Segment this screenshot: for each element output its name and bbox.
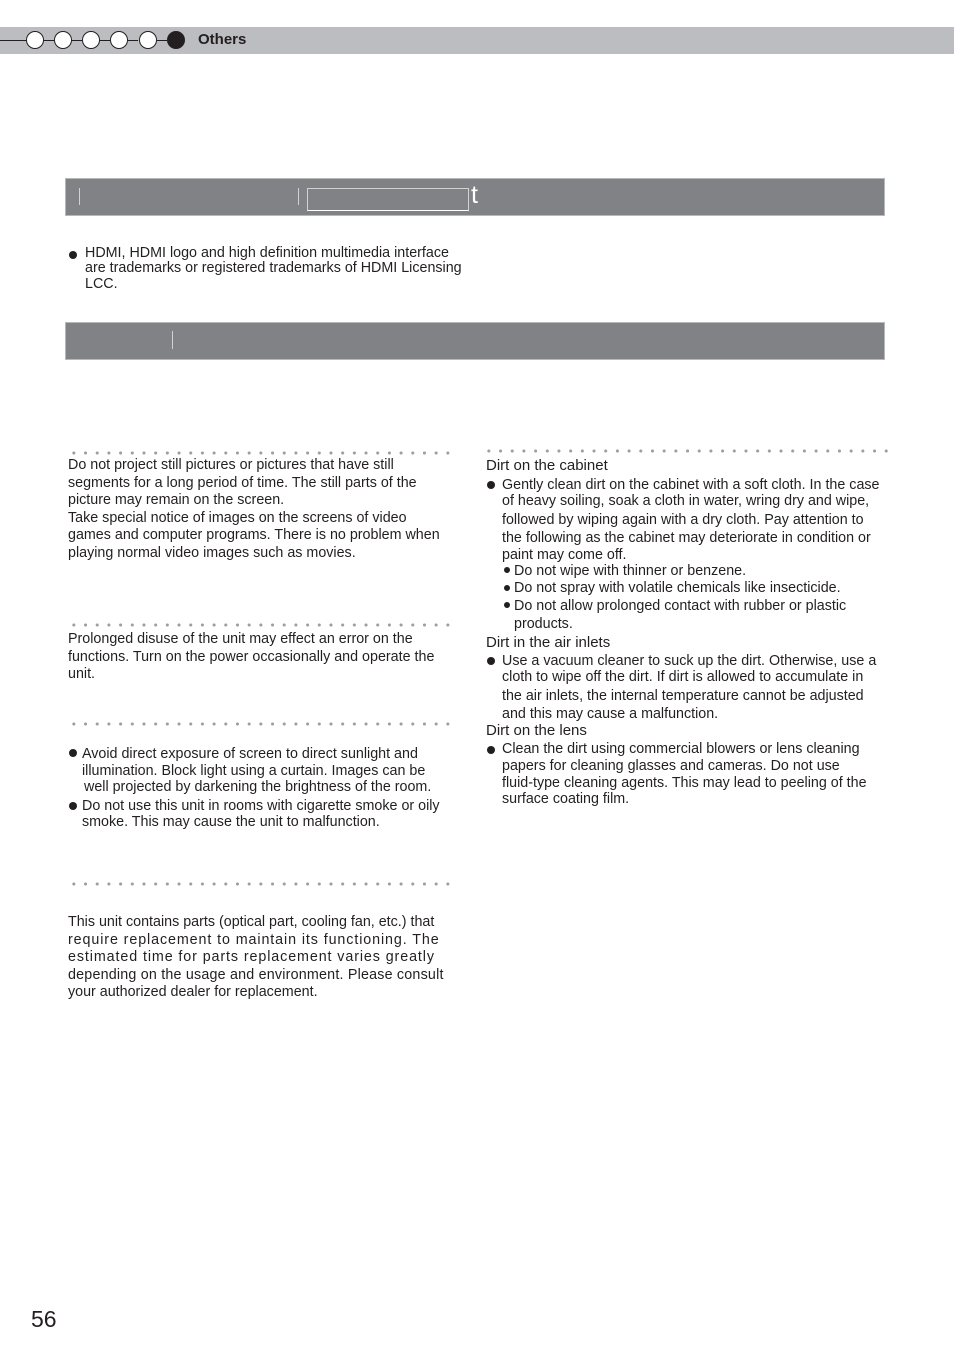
trademark-text: HDMI, HDMI logo and high definition multimedia interface are trademarks or registered trademarks of HDMI Licensing LCC.	[85, 245, 462, 292]
cabinet-sub-3-cont: products.	[514, 616, 573, 632]
bullet-icon	[487, 481, 495, 489]
bullet-icon	[69, 251, 77, 259]
bar-tick	[172, 331, 173, 349]
bullet-icon	[487, 746, 495, 754]
inlets-text: Use a vacuum cleaner to suck up the dirt. Otherwise, use a cloth to wipe off the dirt. If dirt is allowed to accumulate in the air inlets, the internal temperature cannot be adjusted and this may cause a malfunction.	[502, 653, 877, 722]
section-indicator-2-icon	[54, 31, 72, 49]
still-picture-text: Do not project still pictures or pictures that have still segments for a long period of time. The still parts of the picture may remain on the screen. Take special notice of images on the screens of video games and computer programs. There is no problem when playing normal video images such as movies.	[68, 457, 440, 561]
cabinet-sub-3: Do not allow prolonged contact with rubber or plastic	[514, 598, 847, 614]
dotted-separator	[483, 449, 891, 453]
sub-bullet-icon	[504, 585, 510, 591]
section-label: Others	[198, 31, 247, 48]
bullet-icon	[69, 749, 77, 757]
precautions-heading-bar	[65, 322, 885, 360]
bar-tick	[79, 188, 80, 205]
section-indicator-4-icon	[110, 31, 128, 49]
lens-text: Clean the dirt using commercial blowers or lens cleaning papers for cleaning glasses and cameras. Do not use fluid-type cleaning agents. This may lead to peeling of the surface coating film.	[502, 741, 867, 808]
indicator-link	[44, 40, 54, 41]
section-indicator-current-icon	[167, 31, 185, 49]
cabinet-text: Gently clean dirt on the cabinet with a soft cloth. In the case of heavy soiling, soak a cloth in water, wring dry and wipe, followed by wiping again with a dry cloth. Pay attention to the following as the cabinet may deteriorate in condition or paint may come off.	[502, 477, 880, 564]
section-indicator-3-icon	[82, 31, 100, 49]
sub-bullet-icon	[504, 567, 510, 573]
indicator-link	[157, 40, 167, 41]
heading-box	[307, 188, 469, 211]
heading-letter: t	[471, 181, 478, 209]
page-number: 56	[31, 1306, 57, 1332]
dotted-separator	[68, 451, 450, 455]
parts-replacement-text: This unit contains parts (optical part, cooling fan, etc.) that require replacement to maintain its functioning. The estimated time for parts replacement varies greatly depending on the usage and environment. Please consult your authorized dealer for replacement.	[68, 914, 444, 1001]
bullet-icon	[69, 802, 77, 810]
indicator-link	[128, 40, 138, 41]
section-indicator-5-icon	[139, 31, 157, 49]
sub-bullet-icon	[504, 602, 510, 608]
inlets-heading: Dirt in the air inlets	[486, 634, 611, 651]
section-indicator-1-icon	[26, 31, 44, 49]
cabinet-sub-2: Do not spray with volatile chemicals like insecticide.	[514, 580, 841, 596]
environment-bullet-2: Do not use this unit in rooms with cigarette smoke or oily smoke. This may cause the unit to malfunction.	[82, 798, 440, 830]
cabinet-heading: Dirt on the cabinet	[486, 457, 608, 474]
cabinet-sub-1: Do not wipe with thinner or benzene.	[514, 563, 747, 579]
dotted-separator	[68, 882, 450, 886]
bar-tick	[298, 188, 299, 205]
indicator-link	[72, 40, 82, 41]
dotted-separator	[68, 722, 450, 726]
dotted-separator	[68, 623, 450, 627]
bullet-icon	[487, 657, 495, 665]
environment-bullet-1: Avoid direct exposure of screen to direct sunlight and illumination. Block light using a curtain. Images can be well projected by darkening the brightness of the room.	[82, 746, 432, 796]
disuse-text: Prolonged disuse of the unit may effect an error on the functions. Turn on the power occasionally and operate the unit.	[68, 631, 435, 683]
indicator-link	[100, 40, 110, 41]
lens-heading: Dirt on the lens	[486, 722, 587, 739]
